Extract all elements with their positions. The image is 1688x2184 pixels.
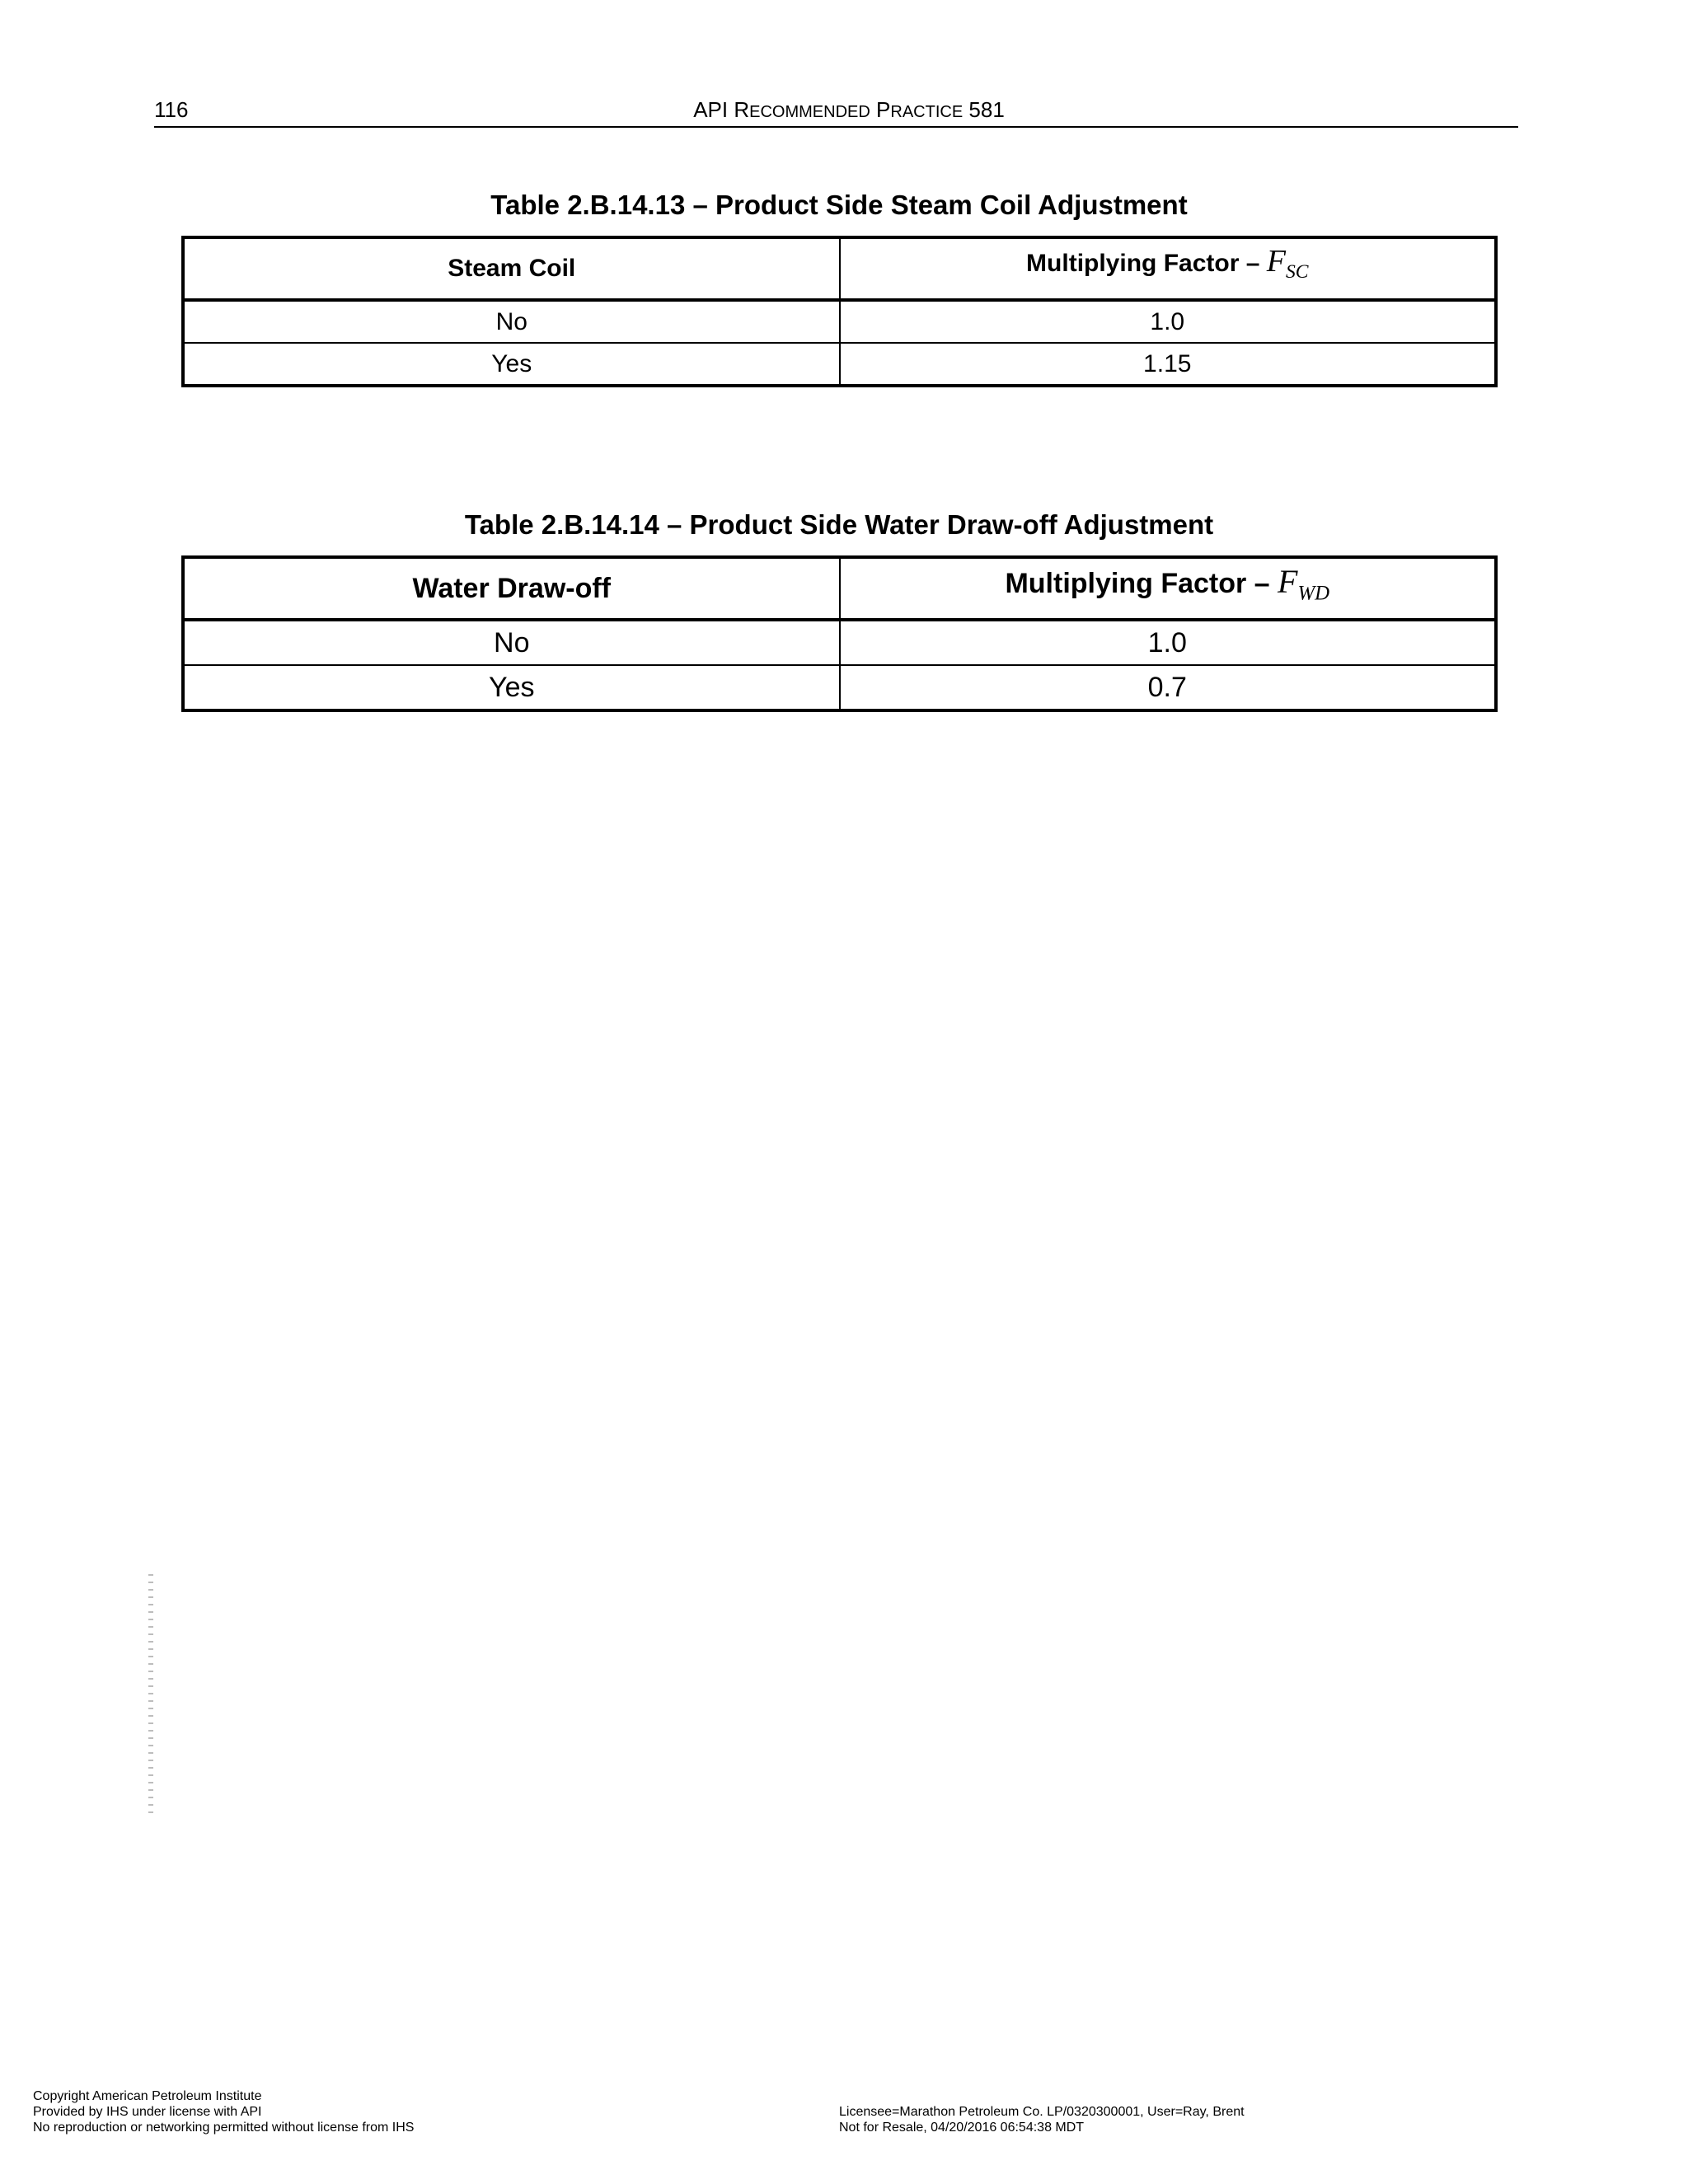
factor-symbol-fwd: $F_{WD}$ [1278,562,1330,605]
table-header-row [183,237,1496,300]
running-header-title: API RECOMMENDED PRACTICE 581 [693,97,1005,122]
steam-coil-table [181,236,1498,387]
row-label: No [183,300,840,343]
header-rule [154,126,1518,128]
row-label: Yes [183,343,840,386]
footer-license [839,2104,1245,2135]
column-header-water-draw-off: Water Draw-off [183,557,840,620]
table-caption-steam-coil: Table 2.B.14.13 – Product Side Steam Coil Adjustment [490,190,1188,220]
factor-symbol-fsc: $F_{SC}$ [1266,244,1309,284]
column-header-multiplying-factor: Multiplying Factor – $F_{WD}$ [840,557,1497,620]
table-row [183,343,1496,386]
table-header-row [183,557,1496,620]
footer-copyright [33,2088,414,2135]
column-header-multiplying-factor: Multiplying Factor – $F_{SC}$ [840,237,1497,300]
table-row [183,300,1496,343]
row-factor: 1.0 [840,300,1497,343]
table-row [183,665,1496,710]
footer-line: Copyright American Petroleum Institute [33,2089,262,2103]
row-factor: 0.7 [840,665,1497,710]
row-label: No [183,620,840,665]
footer-line: Provided by IHS under license with API [33,2105,262,2119]
footer-line: Licensee=Marathon Petroleum Co. LP/0320300001, User=Ray, Brent [839,2105,1245,2119]
table-row [183,620,1496,665]
table-caption-water-draw-off: Table 2.B.14.14 – Product Side Water Draw-off Adjustment [464,509,1214,540]
page-number: 116 [154,97,189,122]
water-draw-off-table [181,555,1498,712]
footer-line: No reproduction or networking permitted without license from IHS [33,2121,415,2135]
row-factor: 1.15 [840,343,1497,386]
footer-line: Not for Resale, 04/20/2016 06:54:38 MDT [839,2121,1085,2135]
row-label: Yes [183,665,840,710]
row-factor: 1.0 [840,620,1497,665]
column-header-steam-coil: Steam Coil [183,237,840,300]
margin-scan-marks [148,1574,153,1813]
